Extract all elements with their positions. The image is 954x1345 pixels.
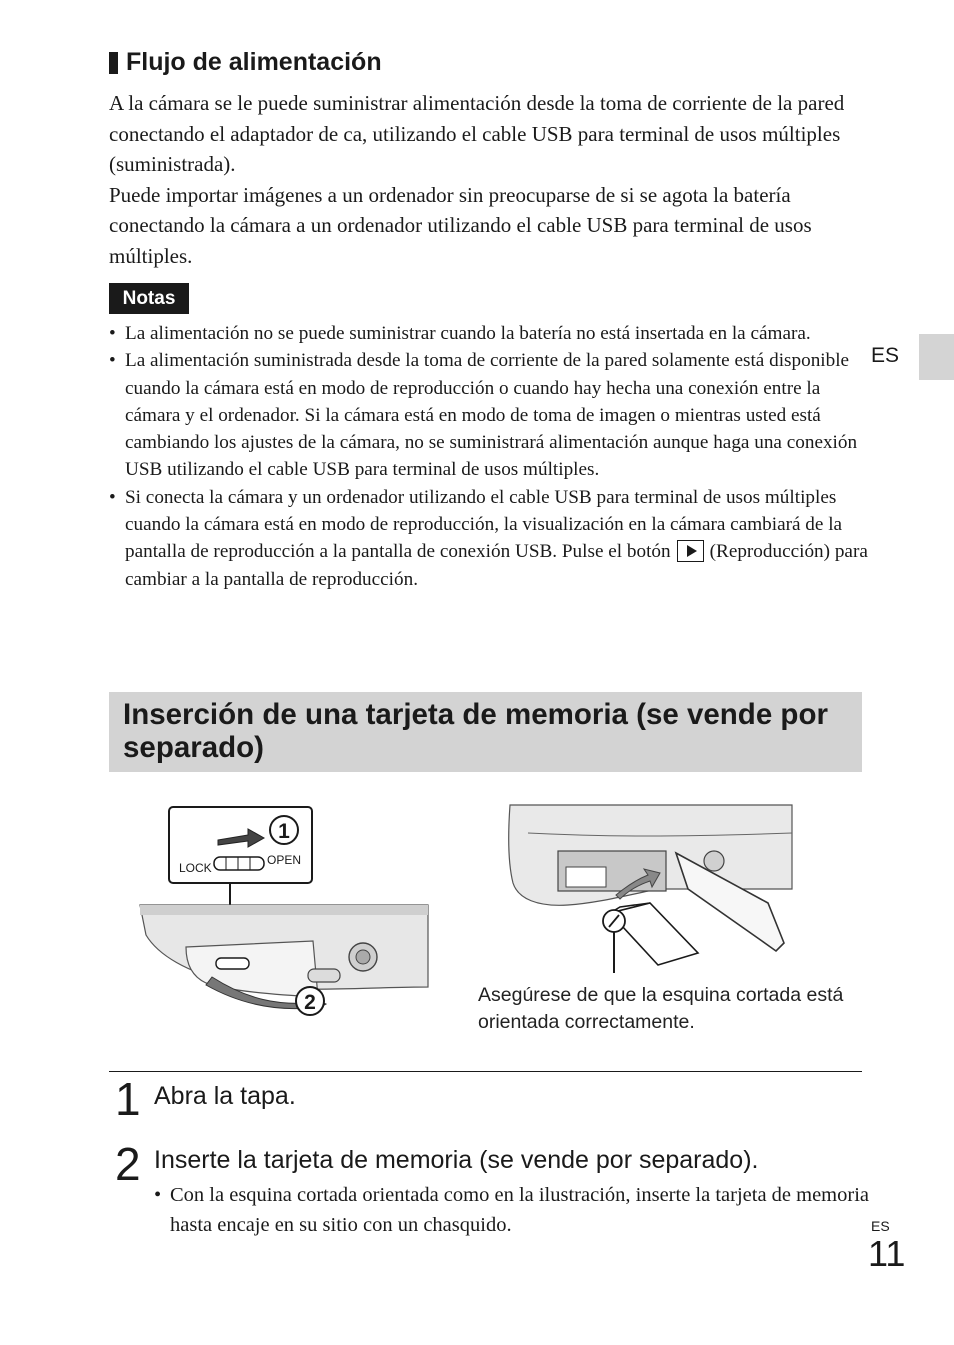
- callout-2-label: 2: [304, 991, 316, 1014]
- open-label: OPEN: [267, 853, 302, 867]
- step-text: Inserte la tarjeta de memoria (se vende por separado).: [154, 1146, 759, 1174]
- usb-port-icon: [308, 969, 340, 982]
- section-title: Inserción de una tarjeta de memoria (se vende por separado): [123, 698, 828, 764]
- illustration-caption: Asegúrese de que la esquina cortada está orientada correctamente.: [478, 984, 844, 1033]
- lock-label: LOCK: [179, 861, 212, 875]
- paragraph: Puede importar imágenes a un ordenador sin preocuparse de si se agota la batería conectando la cámara a un ordenador utilizando el cable USB para terminal de usos múltiples.: [109, 182, 812, 268]
- section-heading-power: [109, 48, 382, 77]
- tripod-socket-icon: [704, 851, 724, 871]
- list-item: [109, 484, 869, 593]
- notes-list: [109, 320, 869, 593]
- paragraph: A la cámara se le puede suministrar alimentación desde la toma de corriente de la pared conectando el adaptador de ca, utilizando el cable USB para terminal de usos múltiples (suministrada).: [109, 91, 845, 176]
- cover-switch-icon: [216, 958, 249, 969]
- notes-badge: Notas: [109, 283, 189, 314]
- callout-1-label: 1: [278, 820, 290, 843]
- section-heading-text: Flujo de alimentación: [126, 48, 382, 76]
- step-text: Abra la tapa.: [154, 1082, 296, 1110]
- heading-marker-icon: [109, 52, 118, 74]
- divider: [109, 1071, 862, 1072]
- language-tab-label: ES: [871, 344, 900, 367]
- card-insert-illustration: [478, 803, 798, 973]
- lock-switch-icon: [214, 857, 264, 870]
- section-body: [109, 88, 869, 271]
- play-button-icon: [677, 540, 704, 562]
- list-item-text: Pulse el botón: [561, 541, 671, 563]
- cover-open-illustration: [138, 805, 430, 1020]
- memory-card-icon: [610, 903, 698, 965]
- footer-language: ES: [871, 1218, 890, 1234]
- battery-cover: [186, 941, 318, 997]
- page-number: 11: [868, 1233, 906, 1274]
- step-number: 1: [115, 1073, 141, 1125]
- list-item-text: (Reproducción) para cambiar a la pantalla de reproducción.: [125, 541, 868, 590]
- step-bullet: • Con la esquina cortada orientada como en la ilustración, inserte la tarjeta de memoria hasta encaje en su sitio con un chasquido.: [154, 1180, 869, 1240]
- list-item: • La alimentación no se puede suministrar cuando la batería no está insertada en la cámara.: [109, 320, 869, 347]
- list-item-text: Si conecta la cámara y un ordenador utilizando el cable USB para terminal de usos múltiples cuando la cámara está en modo de reproducción, la visualización en la cámara cambiará de la pantalla de reproducción a la pantalla de conexión USB.: [125, 486, 843, 563]
- list-item: • La alimentación suministrada desde la toma de corriente de la pared solamente está disponible cuando la cámara está en modo de reproducción o cuando hay hecha una conexión entre la cámara y el ordenador. Si la cámara está en modo de toma de imagen o mientras usted está cambiando los ajustes de la cámara, no se suministrará alimentación aunque haga una conexión USB utilizando el cable USB para terminal de usos múltiples.: [109, 347, 869, 483]
- language-tab: [919, 334, 954, 380]
- step-number: 2: [115, 1138, 141, 1190]
